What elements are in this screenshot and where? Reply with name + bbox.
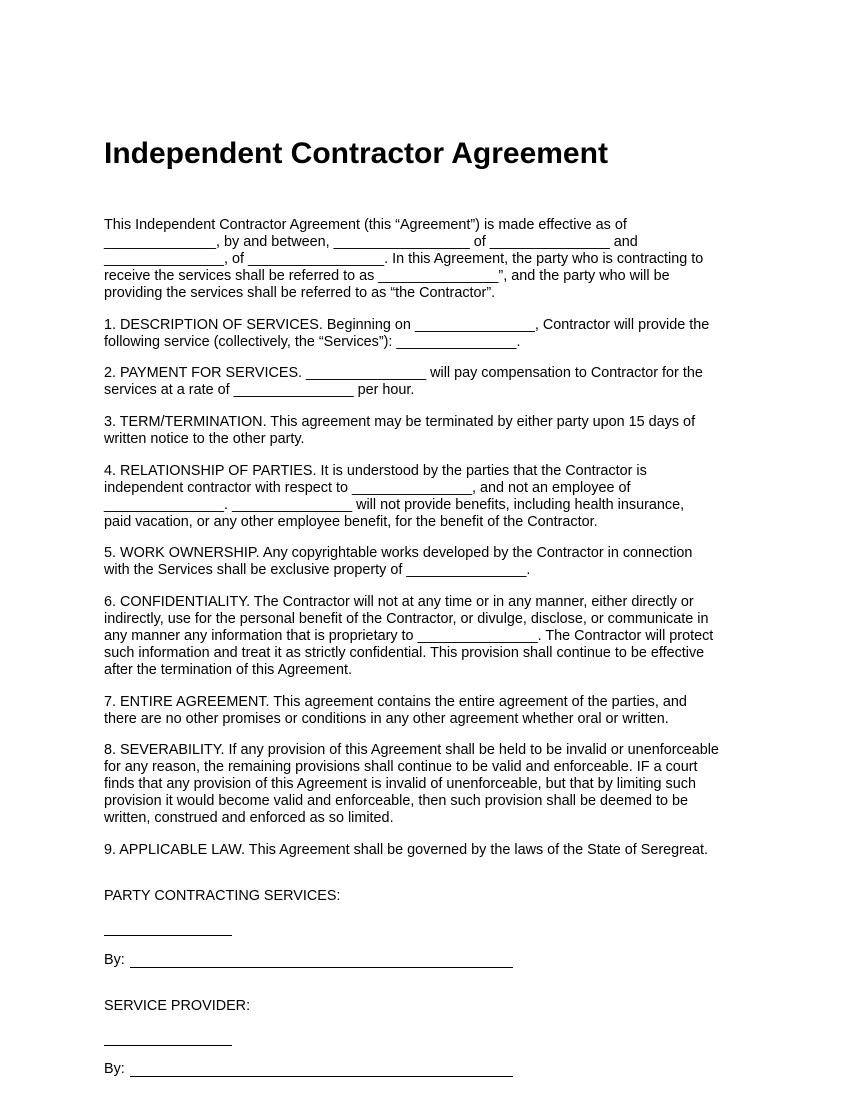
section-line: independent contractor with respect to _______________, and not an employee of <box>104 480 631 496</box>
section-description-of-services <box>104 317 744 351</box>
intro-line: providing the services shall be referred to as “the Contractor”. <box>104 285 496 301</box>
section-line: 9. APPLICABLE LAW. This Agreement shall be governed by the laws of the State of Seregreat. <box>104 842 708 858</box>
section-line: 8. SEVERABILITY. If any provision of this Agreement shall be held to be invalid or unenforceable <box>104 742 719 758</box>
section-line: paid vacation, or any other employee benefit, for the benefit of the Contractor. <box>104 514 598 530</box>
section-line: finds that any provision of this Agreement is invalid of unenforceable, but that by limiting such <box>104 776 696 792</box>
section-line: any manner any information that is proprietary to _______________. The Contractor will protect <box>104 628 714 644</box>
document-title: Independent Contractor Agreement <box>104 137 608 170</box>
party-signature-line[interactable] <box>104 935 232 936</box>
section-line: services at a rate of _______________ per hour. <box>104 382 415 398</box>
party-contracting-heading <box>104 888 744 905</box>
provider-by-label: By: <box>104 1061 125 1077</box>
section-work-ownership <box>104 545 744 579</box>
section-line: 5. WORK OWNERSHIP. Any copyrightable works developed by the Contractor in connection <box>104 545 693 561</box>
section-severability <box>104 742 744 827</box>
section-line: with the Services shall be exclusive property of _______________. <box>104 562 531 578</box>
section-line: 2. PAYMENT FOR SERVICES. _______________ will pay compensation to Contractor for the <box>104 365 703 381</box>
section-line: written notice to the other party. <box>104 431 305 447</box>
section-payment-for-services <box>104 365 744 399</box>
party-by-label: By: <box>104 952 125 968</box>
section-line: there are no other promises or conditions in any other agreement whether oral or written. <box>104 711 669 727</box>
intro-line: receive the services shall be referred to as _______________”, and the party who will be <box>104 268 670 284</box>
section-line: for any reason, the remaining provisions shall continue to be valid and enforceable. IF a court <box>104 759 698 775</box>
intro-line: _______________, of _________________. In this Agreement, the party who is contracting to <box>104 251 704 267</box>
provider-by-line[interactable] <box>130 1076 513 1077</box>
section-applicable-law <box>104 842 744 859</box>
service-provider-heading <box>104 998 744 1015</box>
party-by-line[interactable] <box>130 967 513 968</box>
intro-paragraph <box>104 217 744 302</box>
intro-line: This Independent Contractor Agreement (this “Agreement”) is made effective as of <box>104 217 627 233</box>
section-line: after the termination of this Agreement. <box>104 662 352 678</box>
section-line: 7. ENTIRE AGREEMENT. This agreement contains the entire agreement of the parties, and <box>104 694 687 710</box>
section-line: provision it would become valid and enforceable, then such provision shall be deemed to be <box>104 793 688 809</box>
section-confidentiality <box>104 594 744 679</box>
section-line: 3. TERM/TERMINATION. This agreement may be terminated by either party upon 15 days of <box>104 414 696 430</box>
party-contracting-label: PARTY CONTRACTING SERVICES: <box>104 888 341 904</box>
section-line: such information and treat it as strictly confidential. This provision shall continue to be effective <box>104 645 705 661</box>
section-term-termination <box>104 414 744 448</box>
section-line: _______________. _______________ will not provide benefits, including health insurance, <box>104 497 685 513</box>
section-line: 4. RELATIONSHIP OF PARTIES. It is understood by the parties that the Contractor is <box>104 463 647 479</box>
service-provider-label: SERVICE PROVIDER: <box>104 998 251 1014</box>
section-line: following service (collectively, the “Services”): _______________. <box>104 334 521 350</box>
provider-signature-line[interactable] <box>104 1045 232 1046</box>
section-line: indirectly, use for the personal benefit of the Contractor, or divulge, disclose, or communicate in <box>104 611 709 627</box>
section-line: 6. CONFIDENTIALITY. The Contractor will not at any time or in any manner, either directly or <box>104 594 694 610</box>
section-relationship-of-parties <box>104 463 744 531</box>
section-line: 1. DESCRIPTION OF SERVICES. Beginning on _______________, Contractor will provide the <box>104 317 710 333</box>
intro-line: ______________, by and between, _________________ of _______________ and <box>104 234 638 250</box>
section-entire-agreement <box>104 694 744 728</box>
section-line: written, construed and enforced as so limited. <box>104 810 394 826</box>
